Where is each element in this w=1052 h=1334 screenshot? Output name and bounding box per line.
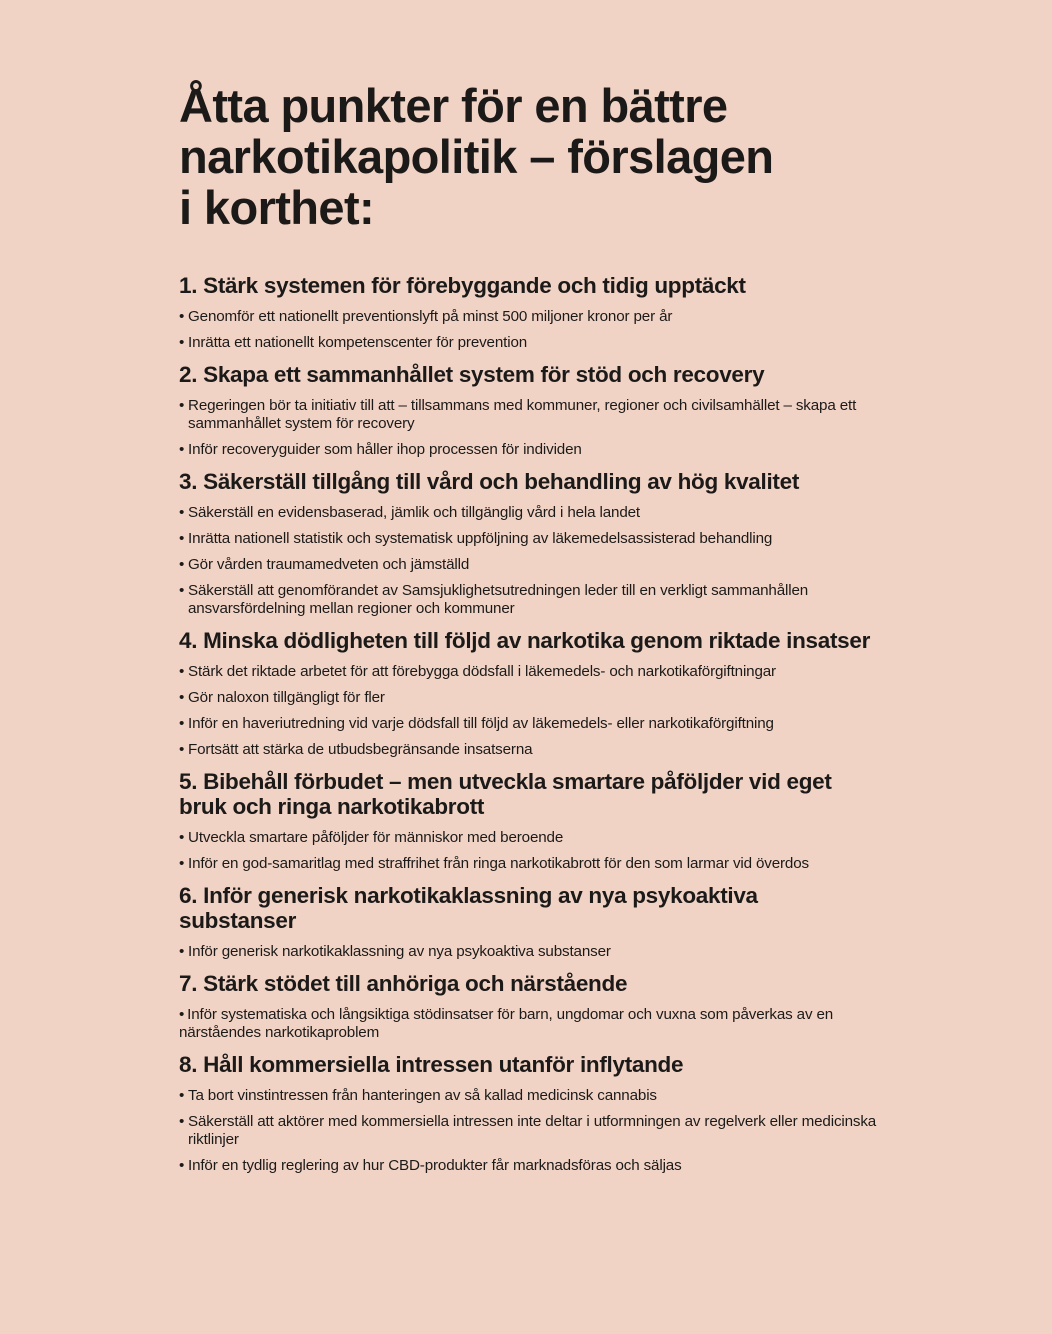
section-heading: 4. Minska dödligheten till följd av narkotika genom riktade insatser (179, 628, 871, 653)
section-4 (179, 628, 879, 759)
section-heading: 5. Bibehåll förbudet – men utveckla smartare påföljder vid eget bruk och ringa narkotikabrott (179, 769, 832, 819)
list-item: • Utveckla smartare påföljder för människor med beroende (179, 829, 879, 847)
section-heading: 1. Stärk systemen för förebyggande och tidig upptäckt (179, 273, 746, 298)
section-1 (179, 273, 879, 352)
section-heading: 2. Skapa ett sammanhållet system för stöd och recovery (179, 362, 765, 387)
list-item: • Inför en haveriutredning vid varje dödsfall till följd av läkemedels- eller narkotikaförgiftning (179, 715, 879, 733)
bullet-list (179, 1087, 879, 1175)
list-item: • Genomför ett nationellt preventionslyft på minst 500 miljoner kronor per år (179, 308, 879, 326)
bullet-list (179, 829, 879, 873)
list-item: • Inför en tydlig reglering av hur CBD-produkter får marknadsföras och säljas (179, 1157, 879, 1175)
list-item: • Inför generisk narkotikaklassning av nya psykoaktiva substanser (179, 943, 879, 961)
section-heading: 7. Stärk stödet till anhöriga och närstående (179, 971, 628, 996)
bullet-list (179, 504, 879, 618)
list-item: • Inrätta ett nationellt kompetenscenter för prevention (179, 334, 879, 352)
document-content (179, 80, 879, 1185)
bullet-list (179, 663, 879, 759)
section-6 (179, 883, 879, 961)
bullet-list (179, 397, 879, 459)
section-heading: 3. Säkerställ tillgång till vård och behandling av hög kvalitet (179, 469, 800, 494)
list-item: • Säkerställ en evidensbaserad, jämlik och tillgänglig vård i hela landet (179, 504, 879, 522)
list-item: • Inför en god-samaritlag med straffrihet från ringa narkotikabrott för den som larmar vid överdos (179, 855, 879, 873)
section-heading: 8. Håll kommersiella intressen utanför inflytande (179, 1052, 684, 1077)
bullet-list (179, 1006, 879, 1042)
list-item: • Stärk det riktade arbetet för att förebygga dödsfall i läkemedels- och narkotikaförgiftningar (179, 663, 879, 681)
list-item: • Säkerställ att aktörer med kommersiella intressen inte deltar i utformningen av regelverk eller medicinska riktlinjer (179, 1113, 879, 1149)
bullet-list (179, 943, 879, 961)
list-item: • Fortsätt att stärka de utbudsbegränsande insatserna (179, 741, 879, 759)
section-heading: 6. Inför generisk narkotikaklassning av nya psykoaktiva substanser (179, 883, 758, 933)
list-item: • Inför systematiska och långsiktiga stödinsatser för barn, ungdomar och vuxna som påverkas av en närståendes narkotikaproblem (179, 1006, 879, 1042)
list-item: • Gör naloxon tillgängligt för fler (179, 689, 879, 707)
bullet-list (179, 308, 879, 352)
list-item: • Gör vården traumamedveten och jämställd (179, 556, 879, 574)
list-item: • Säkerställ att genomförandet av Samsjuklighetsutredningen leder till en verkligt sammanhållen ansvarsfördelning mellan regioner och kommuner (179, 582, 879, 618)
section-5 (179, 769, 879, 873)
page-title: Åtta punkter för en bättre narkotikapolitik – förslagen i korthet: (179, 79, 774, 234)
list-item: • Ta bort vinstintressen från hanteringen av så kallad medicinsk cannabis (179, 1087, 879, 1105)
section-3 (179, 469, 879, 618)
list-item: • Inför recoveryguider som håller ihop processen för individen (179, 441, 879, 459)
section-8 (179, 1052, 879, 1175)
section-7 (179, 971, 879, 1042)
section-2 (179, 362, 879, 459)
list-item: • Inrätta nationell statistik och systematisk uppföljning av läkemedelsassisterad behandling (179, 530, 879, 548)
list-item: • Regeringen bör ta initiativ till att – tillsammans med kommuner, regioner och civilsamhället – skapa ett sammanhållet system för recovery (179, 397, 879, 433)
